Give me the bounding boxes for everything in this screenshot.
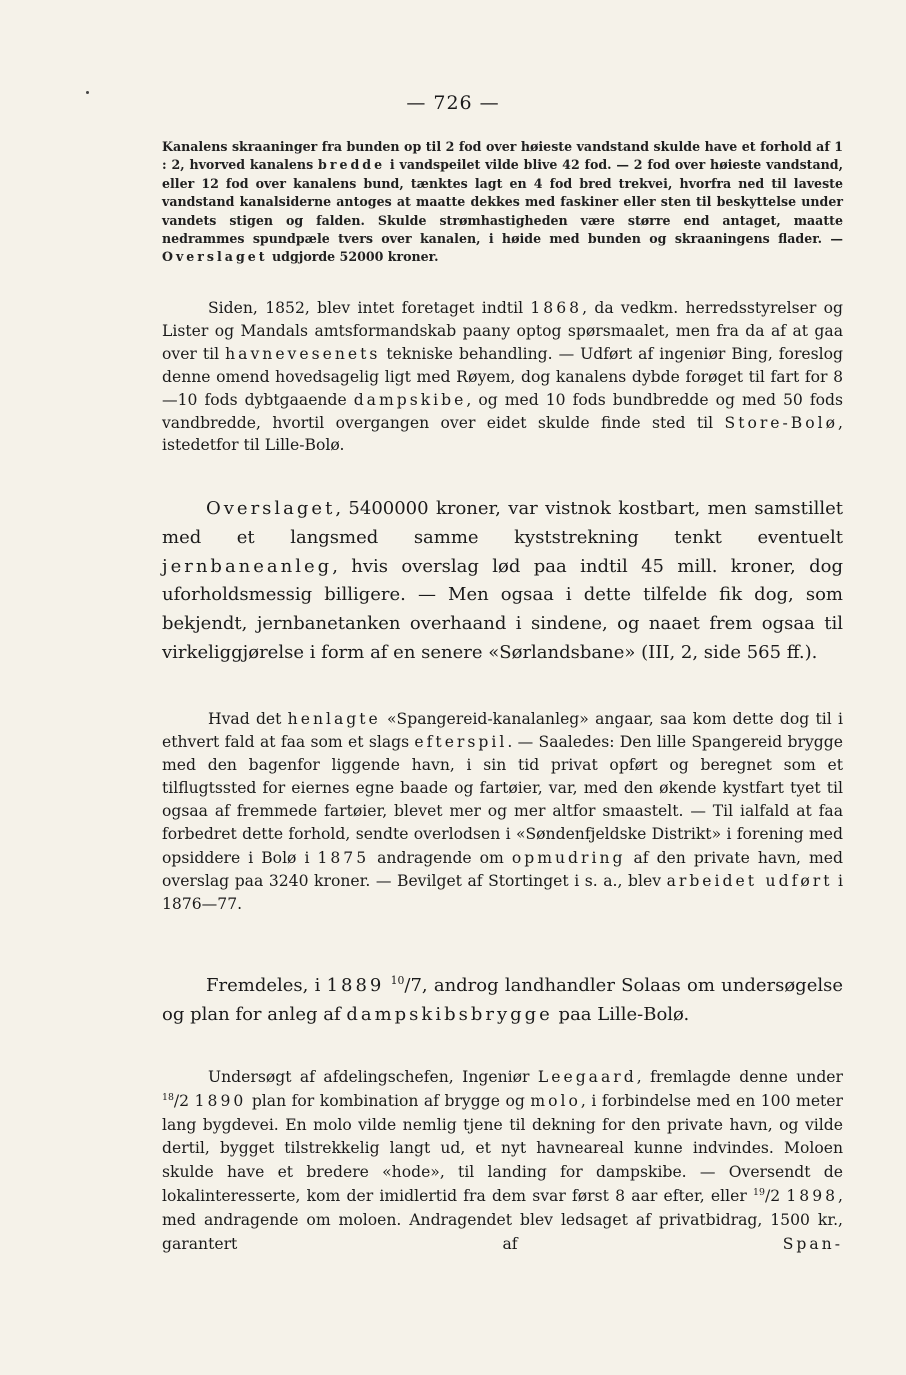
page-number: — 726 — <box>406 92 500 114</box>
paragraph-1: Siden, 1852, blev intet foretaget indtil 1868, da vedkm. herredsstyrelser og Lister og Mandals amtsformandskab paany optog spørsmaalet, men fra da af at gaa over til havnevesenets tekniske behandling. — Udført af ingeniør Bing, foreslog denne omend hovedsagelig ligt med Røyem, dog kanalens dybde forøget til fart for 8—10 fods dybtgaaende dampskibe, og med 10 fods bundbredde og med 50 fods vandbredde, hvortil overgangen over eidet skulde finde sted til Store-Bolø, istedetfor til Lille-Bolø. <box>162 299 843 455</box>
paragraph-4: Fremdeles, i 1889 $^{10}$/7, androg landhandler Solaas om undersøgelse og plan for anleg af dampskibsbrygge paa Lille-Bolø. <box>162 974 843 1025</box>
paragraph-5: Undersøgt af afdelingschefen, Ingeniør Leegaard, fremlagde denne under $^{18}$/2 1890 plan for kombination af brygge og molo, i forbindelse med en 100 meter lang bygdevei. En molo vilde nemlig tjene til dekning for den private havn, og vilde dertil, bygget tilstrekkelig langt ud, et nyt havneareal kunne indvindes. Moloen skulde have et bredere «hode», til landing for dampskibe. — Oversendt de lokalinteresserte, kom der imidlertid fra dem svar først 8 aar efter, eller $^{19}$/2 1898, med andragende om moloen. Andragendet blev ledsaget af privatbidrag, 1500 kr., garantert af Span- <box>162 1068 844 1253</box>
paragraph-2: Overslaget, 5400000 kroner, var vistnok kostbart, men samstillet med et langsmed samme kyststrekning tenkt eventuelt jernbaneanleg, hvis overslag lød paa indtil 45 mill. kroner, dog uforholdsmessig billigere. — Men ogsaa i dette tilfelde fik dog, som bekjendt, jernbanetanken overhaand i sindene, og naaet frem ogsaa til virkeliggjørelse i form af en senere «Sørlandsbane» (III, 2, side 565 ff.). <box>162 498 843 663</box>
paragraph-3: Hvad det henlagte «Spangereid-kanalanleg» angaar, saa kom dette dog til i ethvert fald at faa som et slags efterspil. — Saaledes: Den lille Spangereid brygge med den bagenfor liggende havn, i sin tid privat opført og beregnet som et tilflugtssted for eiernes egne baade og fartøier, var, med den økende kystfart tyet til ogsaa af fremmede fartøier, blevet mer og mer altfor smaastelt. — Til ialfald at faa forbedret dette forhold, sendte overlodsen i «Søndenfjeldske Distrikt» i forening med opsiddere i Bolø i 1875 andragende om opmudring af den private havn, med overslag paa 3240 kroner. — Bevilget af Stortinget i s. a., blev arbeidet udført i 1876—77. <box>162 710 844 913</box>
footnote-paragraph: Kanalens skraaninger fra bunden op til 2 fod over høieste vandstand skulde have et forhold af 1 : 2, hvorved kanalens bredde i vandspeilet vilde blive 42 fod. — 2 fod over høieste vandstand, eller 12 fod over kanalens bund, tænktes lagt en 4 fod bred trekvei, hvorfra ned til laveste vandstand kanalsiderne antoges at maatte dekkes med faskiner eller sten til beskyttelse under vandets stigen og falden. Skulde strømhastigheden være større end antaget, maatte nedrammes spundpæle tvers over kanalen, i høide med bunden og skraaningens flader. — Overslaget udgjorde 52000 kroner. <box>162 139 843 265</box>
